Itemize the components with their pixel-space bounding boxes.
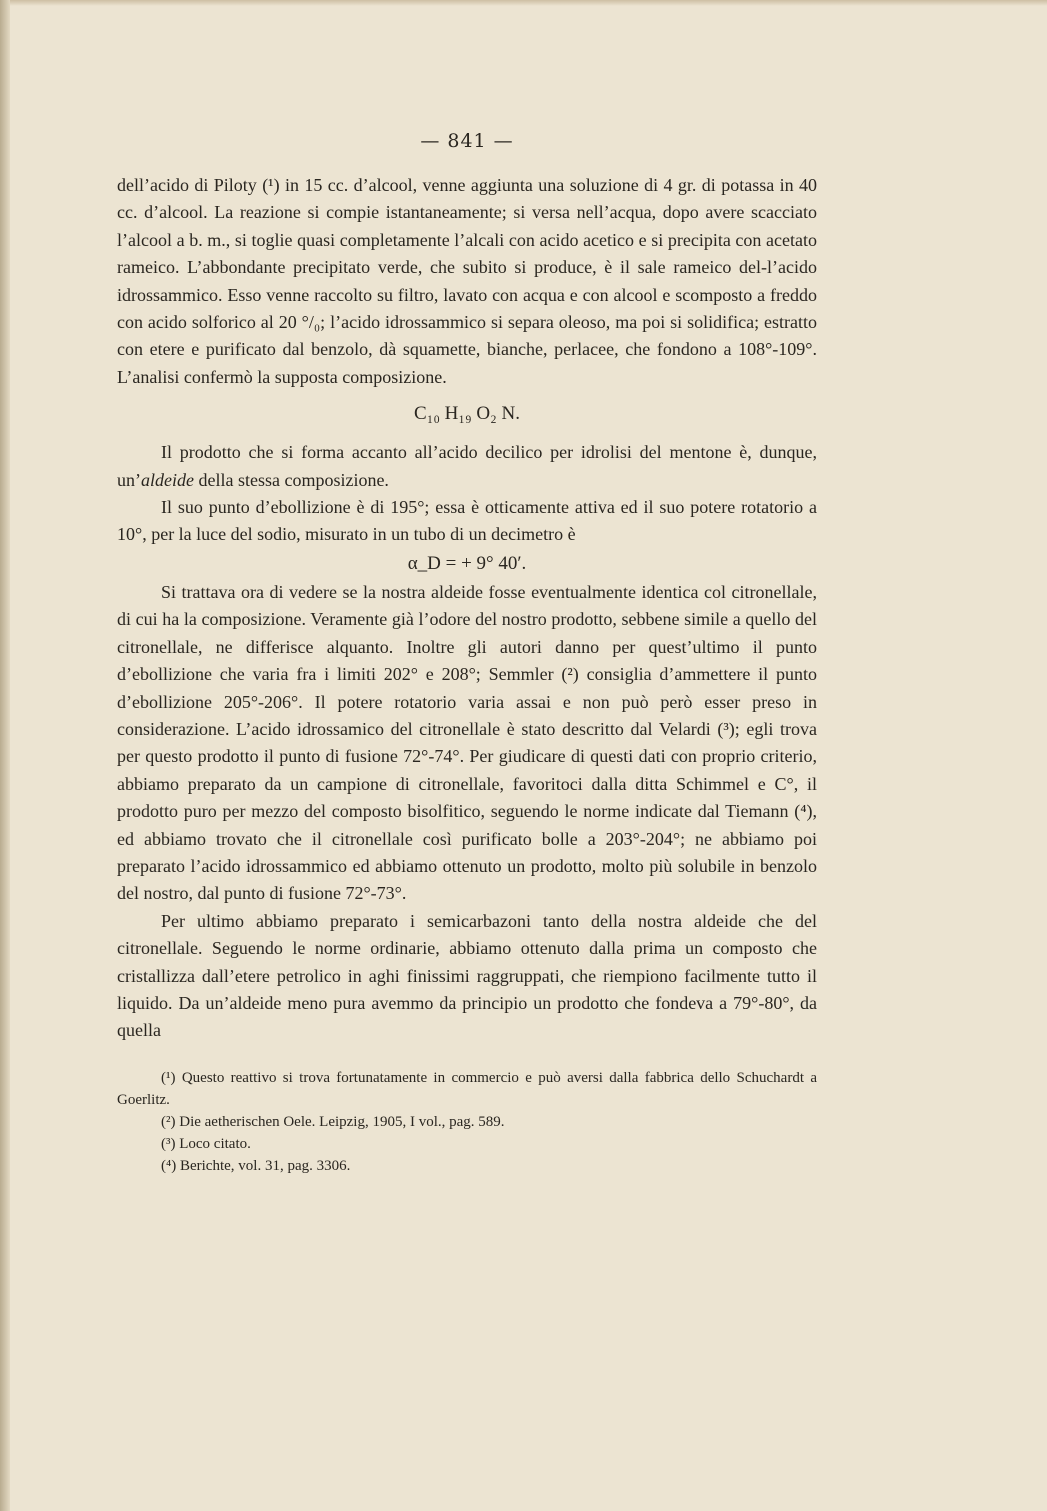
paragraph-2-text-b: della stessa composizione. <box>193 469 389 490</box>
paragraph-2-text-a: Il prodotto che si forma accanto all’acido decilico per idrolisi del mentone è, dunque, un’ <box>117 442 817 490</box>
footnote-1: (¹) Questo reattivo si trova fortunatamente in commercio e può aversi dalla fabbrica dello Schuchardt a Goerlitz. <box>117 1069 817 1108</box>
paragraph-3: Il suo punto d’ebollizione è di 195°; essa è otticamente attiva ed il suo potere rotatorio a 10°, per la luce del sodio, misurato in un tubo di un decimetro è <box>117 497 817 545</box>
paragraph-2 <box>117 439 817 494</box>
footnote-2: (²) Die aetherischen Oele. Leipzig, 1905, I vol., pag. 589. <box>161 1113 505 1130</box>
page-content <box>117 130 817 1177</box>
footnote-4: (⁴) Berichte, vol. 31, pag. 3306. <box>161 1157 351 1174</box>
page-binding-edge <box>0 0 10 1511</box>
rotation-formula: α_D = + 9° 40′. <box>407 552 527 574</box>
paragraph-4: Si trattava ora di vedere se la nostra aldeide fosse eventualmente identica col citronellale, di cui ha la composizione. Veramente già l’odore del nostro prodotto, sebbene simile a quello del citronellale, ne differisce alquanto. Inoltre gli autori danno per quest’ultimo il punto d’ebollizione che varia fra i limiti 202° e 208°; Semmler (²) consiglia d’ammettere il punto d’ebollizione 205°-206°. Il potere rotatorio varia assai e non può però esser preso in considerazione. L’acido idrossamico del citronellale è stato descritto dal Velardi (³); egli trova per questo prodotto il punto di fusione 72°-74°. Per giudicare di questi dati con proprio criterio, abbiamo preparato da un campione di citronellale, favoritoci dalla ditta Schimmel e C°, il prodotto puro per mezzo del composto bisolfitico, seguendo le norme indicate dal Tiemann (⁴), ed abbiamo trovato che il citronellale così purificato bolle a 203°-204°; ne abbiamo poi preparato l’acido idrossammico ed abbiamo ottenuto un prodotto, molto più solubile in benzolo del nostro, dal punto di fusione 72°-73°. <box>117 581 817 904</box>
paragraph-5: Per ultimo abbiamo preparato i semicarbazoni tanto della nostra aldeide che del citronellale. Seguendo le norme ordinarie, abbiamo ottenuto dalla prima un composto che cristallizza dall’etere petrolico in aghi finissimi raggruppati, che riempiono facilmente tutto il liquido. Da un’aldeide meno pura avemmo da principio un prodotto che fondeva a 79°-80°, da quella <box>117 910 817 1041</box>
footnotes <box>117 1067 817 1177</box>
page-number: — 841 — <box>420 130 514 152</box>
footnote-3: (³) Loco citato. <box>161 1135 251 1152</box>
chemical-formula: C₁₀ H₁₉ O₂ N. <box>414 403 520 425</box>
page-top-edge <box>0 0 1047 6</box>
paragraph-1: dell’acido di Piloty (¹) in 15 cc. d’alcool, venne aggiunta una soluzione di 4 gr. di potassa in 40 cc. d’alcool. La reazione si compie istantaneamente; si versa nell’acqua, dopo avere scacciato l’alcool a b. m., si toglie quasi completamente l’alcali con acido acetico e si precipita con acetato rameico. L’abbondante precipitato verde, che subito si produce, è il sale rameico del-l’acido idrossammico. Esso venne raccolto su filtro, lavato con acqua e con alcool e scomposto a freddo con acido solforico al 20 °/₀; l’acido idrossammico si separa oleoso, ma poi si solidifica; estratto con etere e purificato dal benzolo, dà squamette, bianche, perlacee, che fondono a 108°-109°. L’analisi confermò la supposta composizione. <box>117 175 817 387</box>
paragraph-2-italic: aldeide <box>141 469 194 490</box>
